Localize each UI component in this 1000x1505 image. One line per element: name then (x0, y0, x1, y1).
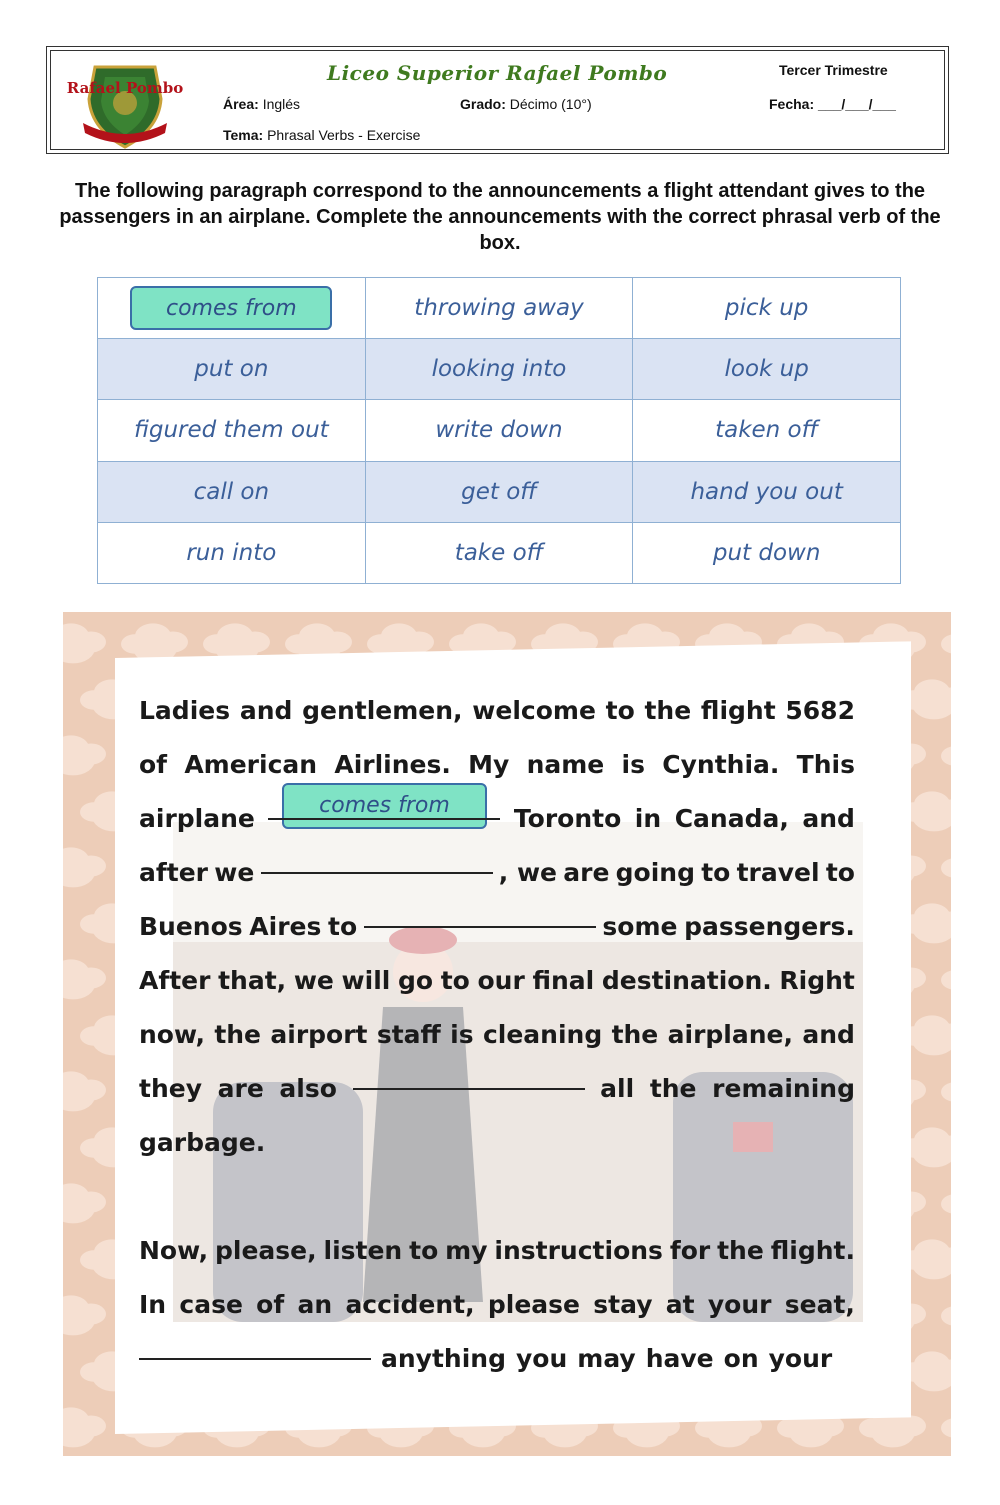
cloud-shape (941, 735, 951, 775)
paragraph-word: please, (214, 1236, 317, 1265)
paragraph-line (139, 1332, 855, 1386)
paragraph-line (139, 684, 855, 738)
paragraph-word: for (669, 1236, 711, 1265)
paragraph-word: we (214, 858, 255, 887)
phrasal-verb-word-box (97, 277, 901, 584)
paragraph-word: final (532, 966, 595, 995)
word-box-cell[interactable]: take off (365, 522, 633, 583)
paragraph-word: welcome (472, 696, 596, 725)
school-crest-logo (65, 59, 185, 151)
cloud-shape (63, 623, 106, 663)
paragraph-word: to (701, 858, 731, 887)
word-box-cell[interactable]: throwing away (365, 278, 633, 339)
paragraph-word: go (397, 966, 434, 995)
cloud-shape (941, 959, 951, 999)
paragraph-word: Ladies (139, 696, 231, 725)
area-field: Área: Inglés (223, 96, 301, 112)
word-box-cell[interactable]: figured them out (98, 400, 366, 461)
paragraph-word: name (526, 750, 605, 779)
word-box-row (98, 339, 901, 400)
topic-field: Tema: Phrasal Verbs - Exercise (223, 127, 421, 143)
paragraph-word: is (450, 1020, 474, 1049)
paragraph-line (139, 738, 855, 792)
paragraph-word: in (634, 804, 662, 833)
selected-word-chip[interactable]: comes from (130, 286, 332, 330)
answer-blank[interactable] (353, 1058, 585, 1090)
paragraph-line (139, 900, 855, 954)
exercise-instructions: The following paragraph correspond to the announcements a flight attendant gives to the passengers in an airplane. Complete the announcements with the correct phrasal verb of the box. (59, 180, 941, 254)
paragraph-word: they (139, 1074, 203, 1103)
paragraph-word: Now, (139, 1236, 209, 1265)
paragraph-word: Buenos (139, 912, 243, 941)
paragraph-word: have (645, 1344, 714, 1373)
paragraph-word: passengers. (684, 912, 855, 941)
paragraph-word: will (341, 966, 391, 995)
paragraph-word: the (649, 1074, 697, 1103)
paragraph-line (139, 1170, 855, 1224)
announcement-paragraph (139, 684, 855, 1386)
paragraph-line (139, 1116, 855, 1170)
paragraph-word: My (468, 750, 510, 779)
paragraph-line (139, 1062, 855, 1116)
paragraph-word: after (139, 858, 208, 887)
paragraph-word: at (665, 1290, 695, 1319)
answer-blank[interactable] (268, 788, 500, 820)
paragraph-word: anything (381, 1344, 506, 1373)
answer-blank[interactable] (139, 1328, 371, 1360)
paragraph-word: Canada, (674, 804, 789, 833)
paragraph-word: seat, (784, 1290, 855, 1319)
paragraph-word: This (796, 750, 855, 779)
cloud-shape (63, 1407, 106, 1447)
paragraph-word: flight. (770, 1236, 855, 1265)
paragraph-word: going (615, 858, 695, 887)
term-label: Tercer Trimestre (779, 62, 888, 78)
paragraph-line (139, 1008, 855, 1062)
word-box-cell[interactable]: run into (98, 522, 366, 583)
paragraph-word: 5682 (785, 696, 855, 725)
paragraph-word: In (139, 1290, 167, 1319)
paragraph-word: listen (323, 1236, 403, 1265)
paragraph-word: on (723, 1344, 759, 1373)
paragraph-word: to (605, 696, 635, 725)
paragraph-word: airplane, (667, 1020, 793, 1049)
paragraph-word: the (717, 1236, 764, 1265)
paragraph-word: to (825, 858, 855, 887)
worksheet-header (46, 46, 949, 154)
paragraph-word: accident, (345, 1290, 475, 1319)
cloud-shape (941, 623, 951, 663)
paragraph-word: travel (736, 858, 820, 887)
paragraph-word: the (214, 1020, 262, 1049)
paragraph-word: of (139, 750, 168, 779)
paragraph-word: is (621, 750, 645, 779)
paragraph-word: to (409, 1236, 439, 1265)
paragraph-word: Airlines. (334, 750, 451, 779)
paragraph-word: your (707, 1290, 772, 1319)
cloud-shape (63, 735, 106, 775)
cloud-shape (63, 959, 106, 999)
paragraph-word: remaining (712, 1074, 855, 1103)
cloud-shape (941, 1295, 951, 1335)
word-box-cell[interactable]: put on (98, 339, 366, 400)
paragraph-word: the (644, 696, 692, 725)
paragraph-word: some (602, 912, 678, 941)
paragraph-word: may (577, 1344, 636, 1373)
placed-answer-chip[interactable]: comes from (282, 783, 487, 829)
word-box-cell[interactable]: call on (98, 461, 366, 522)
paragraph-word: airport (270, 1020, 368, 1049)
paragraph-word: my (445, 1236, 488, 1265)
paragraph-word: to (440, 966, 470, 995)
cloud-shape (941, 1183, 951, 1223)
paragraph-word: airplane (139, 804, 255, 833)
paragraph-line (139, 846, 855, 900)
paragraph-word: Right (779, 966, 855, 995)
svg-text:Rafael Pombo: Rafael Pombo (66, 79, 184, 97)
paragraph-word: that, (218, 966, 287, 995)
paragraph-word: Cynthia. (662, 750, 780, 779)
paragraph-word: also (279, 1074, 337, 1103)
paragraph-word: and (802, 1020, 855, 1049)
paragraph-line (139, 954, 855, 1008)
paragraph-word: American (184, 750, 318, 779)
word-box-cell[interactable] (98, 278, 366, 339)
school-name: Liceo Superior Rafael Pombo (327, 61, 668, 85)
cloud-shape (63, 1183, 106, 1223)
word-box-row (98, 278, 901, 339)
paragraph-word: please (487, 1290, 581, 1319)
paragraph-word: gentlemen, (302, 696, 463, 725)
answer-blank[interactable] (364, 896, 596, 928)
word-box-cell[interactable]: looking into (365, 339, 633, 400)
word-box-cell[interactable]: write down (365, 400, 633, 461)
paragraph-word: an (297, 1290, 333, 1319)
word-box-cell[interactable]: get off (365, 461, 633, 522)
cloud-shape (63, 1071, 106, 1111)
paragraph-word: our (477, 966, 525, 995)
word-box-row (98, 522, 901, 583)
word-box-row (98, 461, 901, 522)
paragraph-word: stay (593, 1290, 653, 1319)
paragraph-word: are (217, 1074, 264, 1103)
paragraph-word: destination. (601, 966, 772, 995)
cloud-shape (941, 1407, 951, 1447)
paragraph-word: to (328, 912, 358, 941)
paragraph-word: Toronto (513, 804, 622, 833)
paragraph-word: the (611, 1020, 659, 1049)
paragraph-line (139, 792, 855, 846)
cloud-shape (941, 847, 951, 887)
paragraph-word: After (139, 966, 211, 995)
word-box-cell[interactable]: pick up (633, 278, 901, 339)
paragraph-word: cleaning (482, 1020, 603, 1049)
paragraph-line (139, 1224, 855, 1278)
paragraph-word: now, (139, 1020, 205, 1049)
paragraph-line (139, 1278, 855, 1332)
paragraph-word: , we (498, 858, 558, 887)
paragraph-word: and (239, 696, 293, 725)
word-box-cell[interactable]: hand you out (633, 461, 901, 522)
word-box-cell[interactable]: taken off (633, 400, 901, 461)
paragraph-word: we (293, 966, 334, 995)
answer-blank[interactable] (261, 842, 493, 874)
paragraph-word: all (600, 1074, 635, 1103)
paragraph-word: and (802, 804, 855, 833)
paragraph-word: of (256, 1290, 285, 1319)
word-box-cell[interactable]: look up (633, 339, 901, 400)
grade-field: Grado: Décimo (10°) (460, 96, 592, 112)
word-box-cell[interactable]: put down (633, 522, 901, 583)
paragraph-word: your (768, 1344, 833, 1373)
paragraph-word: case (179, 1290, 243, 1319)
cloud-shape (63, 847, 106, 887)
cloud-shape (63, 1295, 106, 1335)
date-field: Fecha: ___/___/___ (769, 96, 896, 112)
paragraph-word: staff (376, 1020, 441, 1049)
paragraph-word: you (515, 1344, 568, 1373)
paragraph-word: are (563, 858, 610, 887)
paragraph-word: Aires (249, 912, 322, 941)
paragraph-word: flight (700, 696, 776, 725)
paragraph-word: instructions (494, 1236, 663, 1265)
paragraph-word: garbage. (139, 1128, 266, 1157)
cloud-shape (941, 1071, 951, 1111)
word-box-row (98, 400, 901, 461)
